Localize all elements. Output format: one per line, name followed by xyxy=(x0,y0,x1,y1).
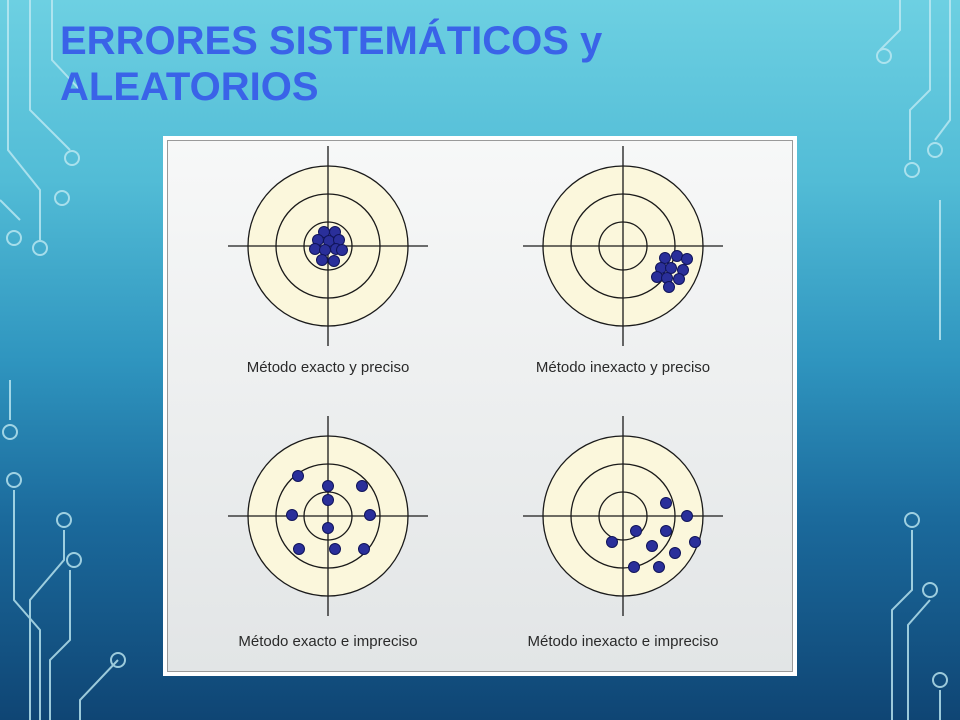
target-exact-precise xyxy=(208,141,448,361)
hit-dot xyxy=(359,544,370,555)
hit-dot xyxy=(293,471,304,482)
target-inexact-imprecise xyxy=(503,411,743,631)
hit-dot xyxy=(330,544,341,555)
caption-inexact-imprecise: Método inexacto e impreciso xyxy=(527,633,719,650)
hit-dot xyxy=(310,244,321,255)
caption-exact-precise: Método exacto y preciso xyxy=(246,359,410,376)
accuracy-precision-figure xyxy=(163,136,797,676)
hit-dot xyxy=(666,263,677,274)
figure-frame xyxy=(167,140,793,672)
panel-exact-imprecise xyxy=(208,411,448,661)
panel-exact-precise xyxy=(208,141,448,391)
hit-dot xyxy=(323,495,334,506)
hit-dot xyxy=(323,523,334,534)
hit-dot xyxy=(294,544,305,555)
caption-inexact-precise: Método inexacto y preciso xyxy=(535,359,711,376)
hit-dot xyxy=(629,562,640,573)
hit-dot xyxy=(337,245,348,256)
panel-inexact-imprecise xyxy=(503,411,743,661)
slide-title xyxy=(60,18,760,110)
hit-dot xyxy=(329,256,340,267)
hit-dot xyxy=(664,282,675,293)
hit-dot xyxy=(672,251,683,262)
target-exact-imprecise xyxy=(208,411,448,631)
hit-dot xyxy=(357,481,368,492)
hit-dot xyxy=(652,272,663,283)
hit-dot xyxy=(661,526,672,537)
hit-dot xyxy=(647,541,658,552)
slide-title-line-2: ALEATORIOS xyxy=(60,65,319,109)
hit-dot xyxy=(607,537,618,548)
hit-dot xyxy=(670,548,681,559)
hit-dot xyxy=(661,498,672,509)
slide-title-line-1: ERRORES SISTEMÁTICOS y xyxy=(60,19,603,63)
hit-dot xyxy=(674,274,685,285)
hit-dot xyxy=(654,562,665,573)
hit-dot xyxy=(287,510,298,521)
target-inexact-precise xyxy=(503,141,743,361)
hit-dot xyxy=(660,253,671,264)
panel-inexact-precise xyxy=(503,141,743,391)
hit-dot xyxy=(320,245,331,256)
hit-dot xyxy=(631,526,642,537)
hit-dot xyxy=(690,537,701,548)
hit-dot xyxy=(317,255,328,266)
hit-dot xyxy=(682,254,693,265)
hit-dot xyxy=(682,511,693,522)
hit-dot xyxy=(365,510,376,521)
caption-exact-imprecise: Método exacto e impreciso xyxy=(238,633,418,650)
hit-dot xyxy=(323,481,334,492)
